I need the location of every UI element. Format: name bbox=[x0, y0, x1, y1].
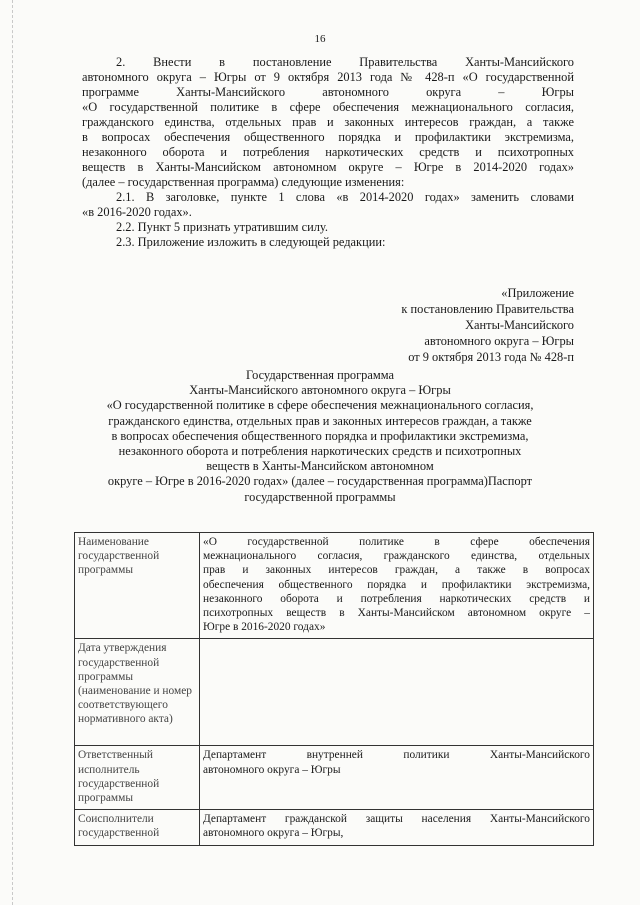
scan-edge-line bbox=[12, 0, 13, 905]
row-value-line: обеспечения общественного порядка и профилактики экстремизма, bbox=[203, 578, 590, 591]
row-value-line: незаконного оборота и потребления наркотических средств и bbox=[203, 592, 590, 605]
intro-line: (далее – государственная программа) следующие изменения: bbox=[82, 175, 405, 189]
intro-line: в вопросах обеспечения общественного порядка и профилактики экстремизма, bbox=[82, 130, 574, 144]
item-2-3: 2.3. Приложение изложить в следующей редакции: bbox=[116, 235, 386, 249]
row-value-line: Департамент гражданской защиты населения Ханты-Мансийского bbox=[203, 813, 590, 826]
program-title-line: гражданского единства, отдельных прав и законных интересов граждан, а также bbox=[108, 413, 532, 428]
passport-table bbox=[74, 532, 594, 846]
row-value-line: автономного округа – Югры bbox=[203, 763, 341, 776]
row-label: Ответственный исполнитель государственной программы bbox=[75, 746, 200, 810]
intro-text bbox=[82, 55, 574, 250]
row-label: Наименование государственной программы bbox=[75, 533, 200, 639]
row-label: Дата утверждения государственной программы (наименование и номер соответствующего нормативного акта) bbox=[75, 639, 200, 746]
intro-line: незаконного оборота и потребления наркотических средств и психотропных bbox=[82, 145, 574, 159]
row-value-line: «О государственной политике в сфере обеспечения bbox=[203, 536, 590, 548]
program-title-line: Ханты-Мансийского автономного округа – Югры bbox=[189, 383, 451, 398]
appendix-line: «Приложение bbox=[501, 286, 574, 300]
program-title-line: в вопросах обеспечения общественного порядка и профилактики экстремизма, bbox=[111, 428, 529, 443]
intro-line: автономного округа – Югры от 9 октября 2013 года № 428-п «О государственной bbox=[82, 70, 574, 84]
intro-line: 2. Внести в постановление Правительства Ханты-Мансийского bbox=[116, 55, 574, 69]
item-2-2: 2.2. Пункт 5 признать утратившим силу. bbox=[116, 220, 328, 234]
program-title-line: незаконного оборота и потребления наркотических средств и психотропных bbox=[118, 444, 522, 459]
table-row bbox=[75, 533, 594, 639]
row-value-line: Югре в 2016-2020 годах» bbox=[203, 621, 326, 634]
item-2-1-line: «в 2016-2020 годах». bbox=[82, 205, 192, 219]
item-2-1-line: 2.1. В заголовке, пункте 1 слова «в 2014-2020 годах» заменить словами bbox=[116, 190, 574, 204]
program-title-line: «О государственной политике в сфере обеспечения межнационального согласия, bbox=[106, 398, 534, 413]
page-number: 16 bbox=[314, 33, 326, 45]
intro-line: веществ в Ханты-Мансийском автономном округе – Югре в 2014-2020 годах» bbox=[82, 160, 574, 174]
intro-line: гражданского единства, отдельных прав и законных интересов граждан, а также bbox=[82, 115, 574, 129]
row-value-line: психотропных веществ в Ханты-Мансийском автономном округе – bbox=[203, 607, 590, 620]
appendix-header bbox=[330, 285, 574, 365]
intro-line: «О государственной политике в сфере обеспечения межнационального согласия, bbox=[82, 100, 574, 114]
row-value bbox=[200, 746, 594, 810]
program-title-line: государственной программы bbox=[244, 489, 396, 504]
appendix-line: к постановлению Правительства bbox=[401, 302, 574, 316]
row-value-line: Департамент внутренней политики Ханты-Мансийского bbox=[203, 749, 590, 762]
program-title-line: округе – Югре в 2016-2020 годах» (далее – государственная программа)Паспорт bbox=[107, 474, 533, 489]
appendix-line: Ханты-Мансийского bbox=[465, 318, 574, 332]
table-row bbox=[75, 639, 594, 746]
row-label: Соисполнители государственной bbox=[75, 810, 200, 845]
row-value bbox=[200, 533, 594, 639]
table-row bbox=[75, 746, 594, 810]
row-value bbox=[200, 810, 594, 845]
program-title-line: веществ в Ханты-Мансийском автономном bbox=[206, 459, 434, 474]
table-row bbox=[75, 810, 594, 845]
row-value-line: прав и законных интересов граждан, а также в вопросах bbox=[203, 564, 590, 577]
intro-line: программе Ханты-Мансийского автономного округа – Югры bbox=[82, 85, 574, 99]
row-value-empty bbox=[200, 639, 594, 746]
appendix-line: автономного округа – Югры bbox=[424, 334, 574, 348]
row-value-line: автономного округа – Югры, bbox=[203, 827, 344, 840]
program-title-line: Государственная программа bbox=[246, 368, 394, 382]
program-title bbox=[60, 368, 580, 505]
appendix-line: от 9 октября 2013 года № 428-п bbox=[408, 350, 574, 364]
row-value-line: межнационального согласия, гражданского единства, отдельных bbox=[203, 550, 590, 563]
